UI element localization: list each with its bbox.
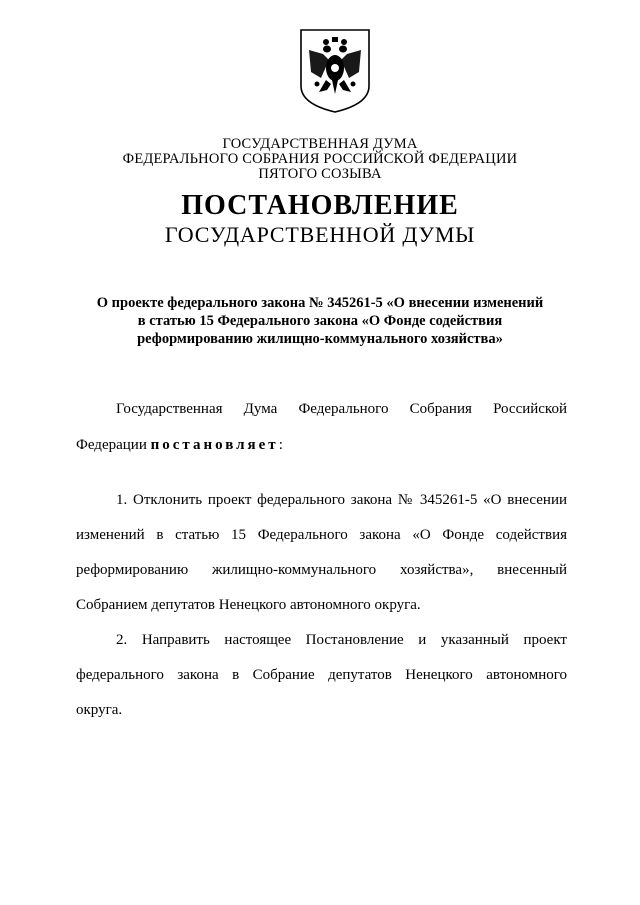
preamble-decree-word: постановляет [150, 437, 279, 453]
item-1-line-3: реформированию жилищно-коммунального хозяйства», внесенный [76, 562, 567, 578]
document-subtitle: ГОСУДАРСТВЕННОЙ ДУМЫ [164, 222, 476, 247]
preamble-suffix: : [278, 437, 283, 453]
item-2-line-2: федерального закона в Собрание депутатов Ненецкого автономного [76, 667, 567, 683]
item-1-line-2: изменений в статью 15 Федерального закона «О Фонде содействия [76, 527, 567, 543]
preamble-prefix: Федерации [76, 437, 151, 453]
header-line-duma: ГОСУДАРСТВЕННАЯ ДУМА [222, 136, 418, 152]
item-2-line-3: округа. [76, 702, 123, 718]
preamble-line-2 [76, 437, 283, 454]
header-line-convocation: ПЯТОГО СОЗЫВА [258, 166, 382, 182]
coat-of-arms-emblem [299, 28, 371, 114]
document-title: ПОСТАНОВЛЕНИЕ [181, 190, 459, 221]
preamble-line-1: Государственная Дума Федерального Собрания Российской [116, 401, 567, 417]
subject-line-3: реформированию жилищно-коммунального хозяйства» [137, 331, 503, 347]
item-2-line-1: 2. Направить настоящее Постановление и указанный проект [116, 632, 567, 648]
item-1-line-1: 1. Отклонить проект федерального закона № 345261-5 «О внесении [116, 492, 567, 508]
header-line-assembly: ФЕДЕРАЛЬНОГО СОБРАНИЯ РОССИЙСКОЙ ФЕДЕРАЦИИ [122, 151, 518, 167]
item-1-line-4: Собранием депутатов Ненецкого автономного округа. [76, 597, 421, 613]
subject-line-1: О проекте федерального закона № 345261-5 «О внесении изменений [96, 295, 544, 311]
subject-line-2: в статью 15 Федерального закона «О Фонде содействия [137, 313, 503, 329]
